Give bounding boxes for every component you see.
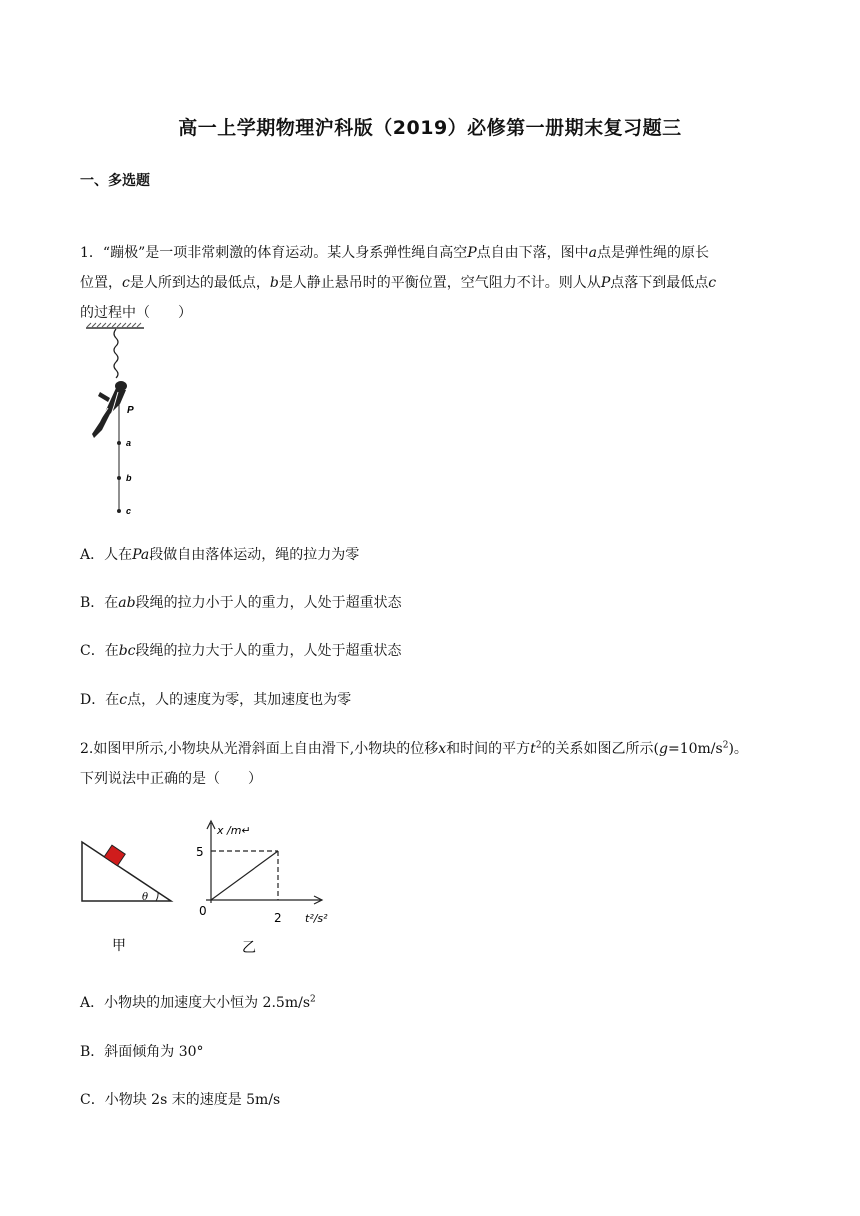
section-heading: 一、多选题 <box>80 173 150 189</box>
label-a: a <box>126 438 132 448</box>
q2-option-c: C．小物块 2s 末的速度是 5m/s <box>80 1092 281 1108</box>
graph-x0: 0 <box>199 904 207 918</box>
graph-ylabel: x /m↵ <box>217 824 251 837</box>
q1-stem-line1: 1．“蹦极”是一项非常刺激的体育运动。某人身系弹性绳自高空P点自由下落，图中a点是弹性绳的原长 <box>80 245 710 261</box>
q1-option-a: A．人在Pa段做自由落体运动，绳的拉力为零 <box>80 547 360 563</box>
q2-option-a: A．小物块的加速度大小恒为 $2.5m/s^2$ <box>80 994 316 1011</box>
q2-stem-line2: 下列说法中正确的是（ ） <box>80 771 262 787</box>
incline-figure <box>76 838 186 958</box>
theta-label: θ <box>142 892 149 903</box>
q2-option-b: B．斜面倾角为 30° <box>80 1044 204 1060</box>
graph-x2: 2 <box>274 911 282 925</box>
q1-option-c: C．在bc段绳的拉力大于人的重力，人处于超重状态 <box>80 643 402 659</box>
elastic-cord <box>114 329 118 378</box>
q1-option-d: D．在c点，人的速度为零，其加速度也为零 <box>80 692 352 708</box>
q1-option-b: B．在ab段绳的拉力小于人的重力，人处于超重状态 <box>80 595 402 611</box>
graph-y5: 5 <box>196 845 204 859</box>
q2-stem-line1: 2.如图甲所示,小物块从光滑斜面上自由滑下,小物块的位移x和时间的平方$t^2$的关系如图乙所示$(g=10m/s^2)$。 <box>80 740 748 757</box>
q1-stem-line3: 的过程中（ ） <box>80 305 192 321</box>
jumper-figure <box>92 381 127 438</box>
graph-xlabel: t²/s² <box>305 912 328 925</box>
label-P: P <box>127 405 134 416</box>
label-yi: 乙 <box>242 940 256 956</box>
ceiling-hatch <box>86 323 144 328</box>
bungee-figure <box>80 322 160 522</box>
block <box>104 845 125 866</box>
label-jia: 甲 <box>112 938 126 954</box>
label-b: b <box>126 473 132 483</box>
xt2-graph <box>190 815 350 960</box>
q1-stem-line2: 位置，c是人所到达的最低点，b是人静止悬吊时的平衡位置，空气阻力不计。则人从P点落下到最低点c <box>80 275 717 291</box>
page-title: 高一上学期物理沪科版（2019）必修第一册期末复习题三 <box>178 117 682 139</box>
label-c: c <box>126 506 132 516</box>
